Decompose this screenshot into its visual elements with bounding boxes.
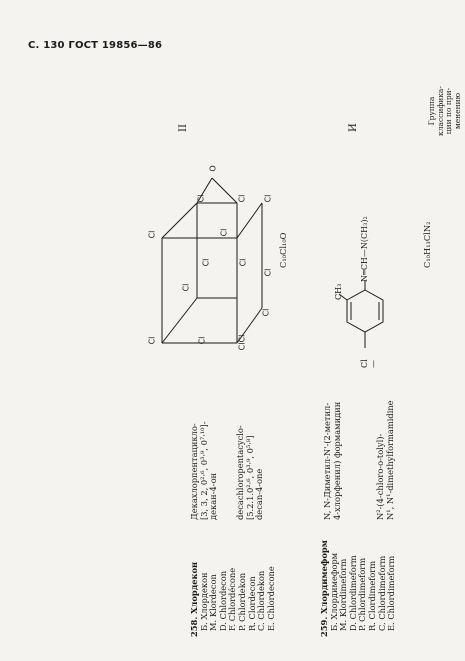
page-header: С. 130 ГОСТ 19856—86 [28, 40, 163, 51]
row-259-group: И [348, 123, 359, 132]
struct-label: Cl [197, 336, 207, 345]
row-258-group: II [178, 124, 189, 132]
group-header: Группа классифика- ции по при- менению [427, 86, 462, 136]
row-258-chem-ru: Декахлорпентацикло- [3, 3, 2, 0²·⁶, 0³·⁹, 0⁷·¹⁰]- декан-4-он [189, 421, 219, 520]
row-259-cl: Cl— [360, 359, 378, 368]
row-258-title: 258. Хлордекон [189, 561, 199, 637]
struct-label: Cl [219, 228, 229, 237]
row-259-mol-formula: C₁₀H₁₃ClN₂ [422, 221, 432, 268]
struct-label: O [208, 165, 218, 172]
row-258-mol-formula: C₁₀Cl₁₀O [278, 232, 288, 268]
struct-label: Cl [238, 258, 248, 267]
row-259-chem-en: N²-(4-chloro-o-tolyl)- N¹, N¹-dimethylformamidine [375, 400, 395, 520]
struct-label: Cl [263, 194, 273, 203]
struct-label: ClCl [237, 334, 247, 351]
struct-label: Cl [263, 268, 273, 277]
row-259-title: 259. Хлордимеформ [319, 540, 329, 637]
row-259-chem-ru: N, N-Диметил-N'-(2-метил- 4-хлорфенил) формамидин [322, 401, 342, 520]
struct-label: Cl [261, 308, 271, 317]
struct-label: Cl [181, 283, 191, 292]
row-258-chem-en: decachloropentacyclo- [5.2.1.0²·⁶, 0³·⁹, 0⁵·⁸] decan-4-one [235, 425, 265, 520]
row-259-ch3: CH₃ [334, 283, 343, 300]
struct-label: Cl [147, 230, 157, 239]
row-259-tail: —N═CH—N(CH₃)₂ [360, 216, 369, 290]
row-258-common: 258. Хлордекон Б. Хлордекон М. Klordecon D. Chlordecon F. Chlordécone P. Chlordekon R. Clordecon C. Chlordekon E. Chlordecone [189, 561, 276, 637]
struct-label: Cl [237, 194, 247, 203]
struct-label: Cl [147, 336, 157, 345]
row-259-common: 259. Хлордимеформ Б. Хлордимеформ М. Klordimeform D. Chlordimeform P. Chlordimeform R. Clordimeform C. Chlordimeform E. Chlordimeform [319, 540, 397, 637]
struct-label: Cl [196, 194, 206, 203]
struct-label: Cl [201, 258, 211, 267]
